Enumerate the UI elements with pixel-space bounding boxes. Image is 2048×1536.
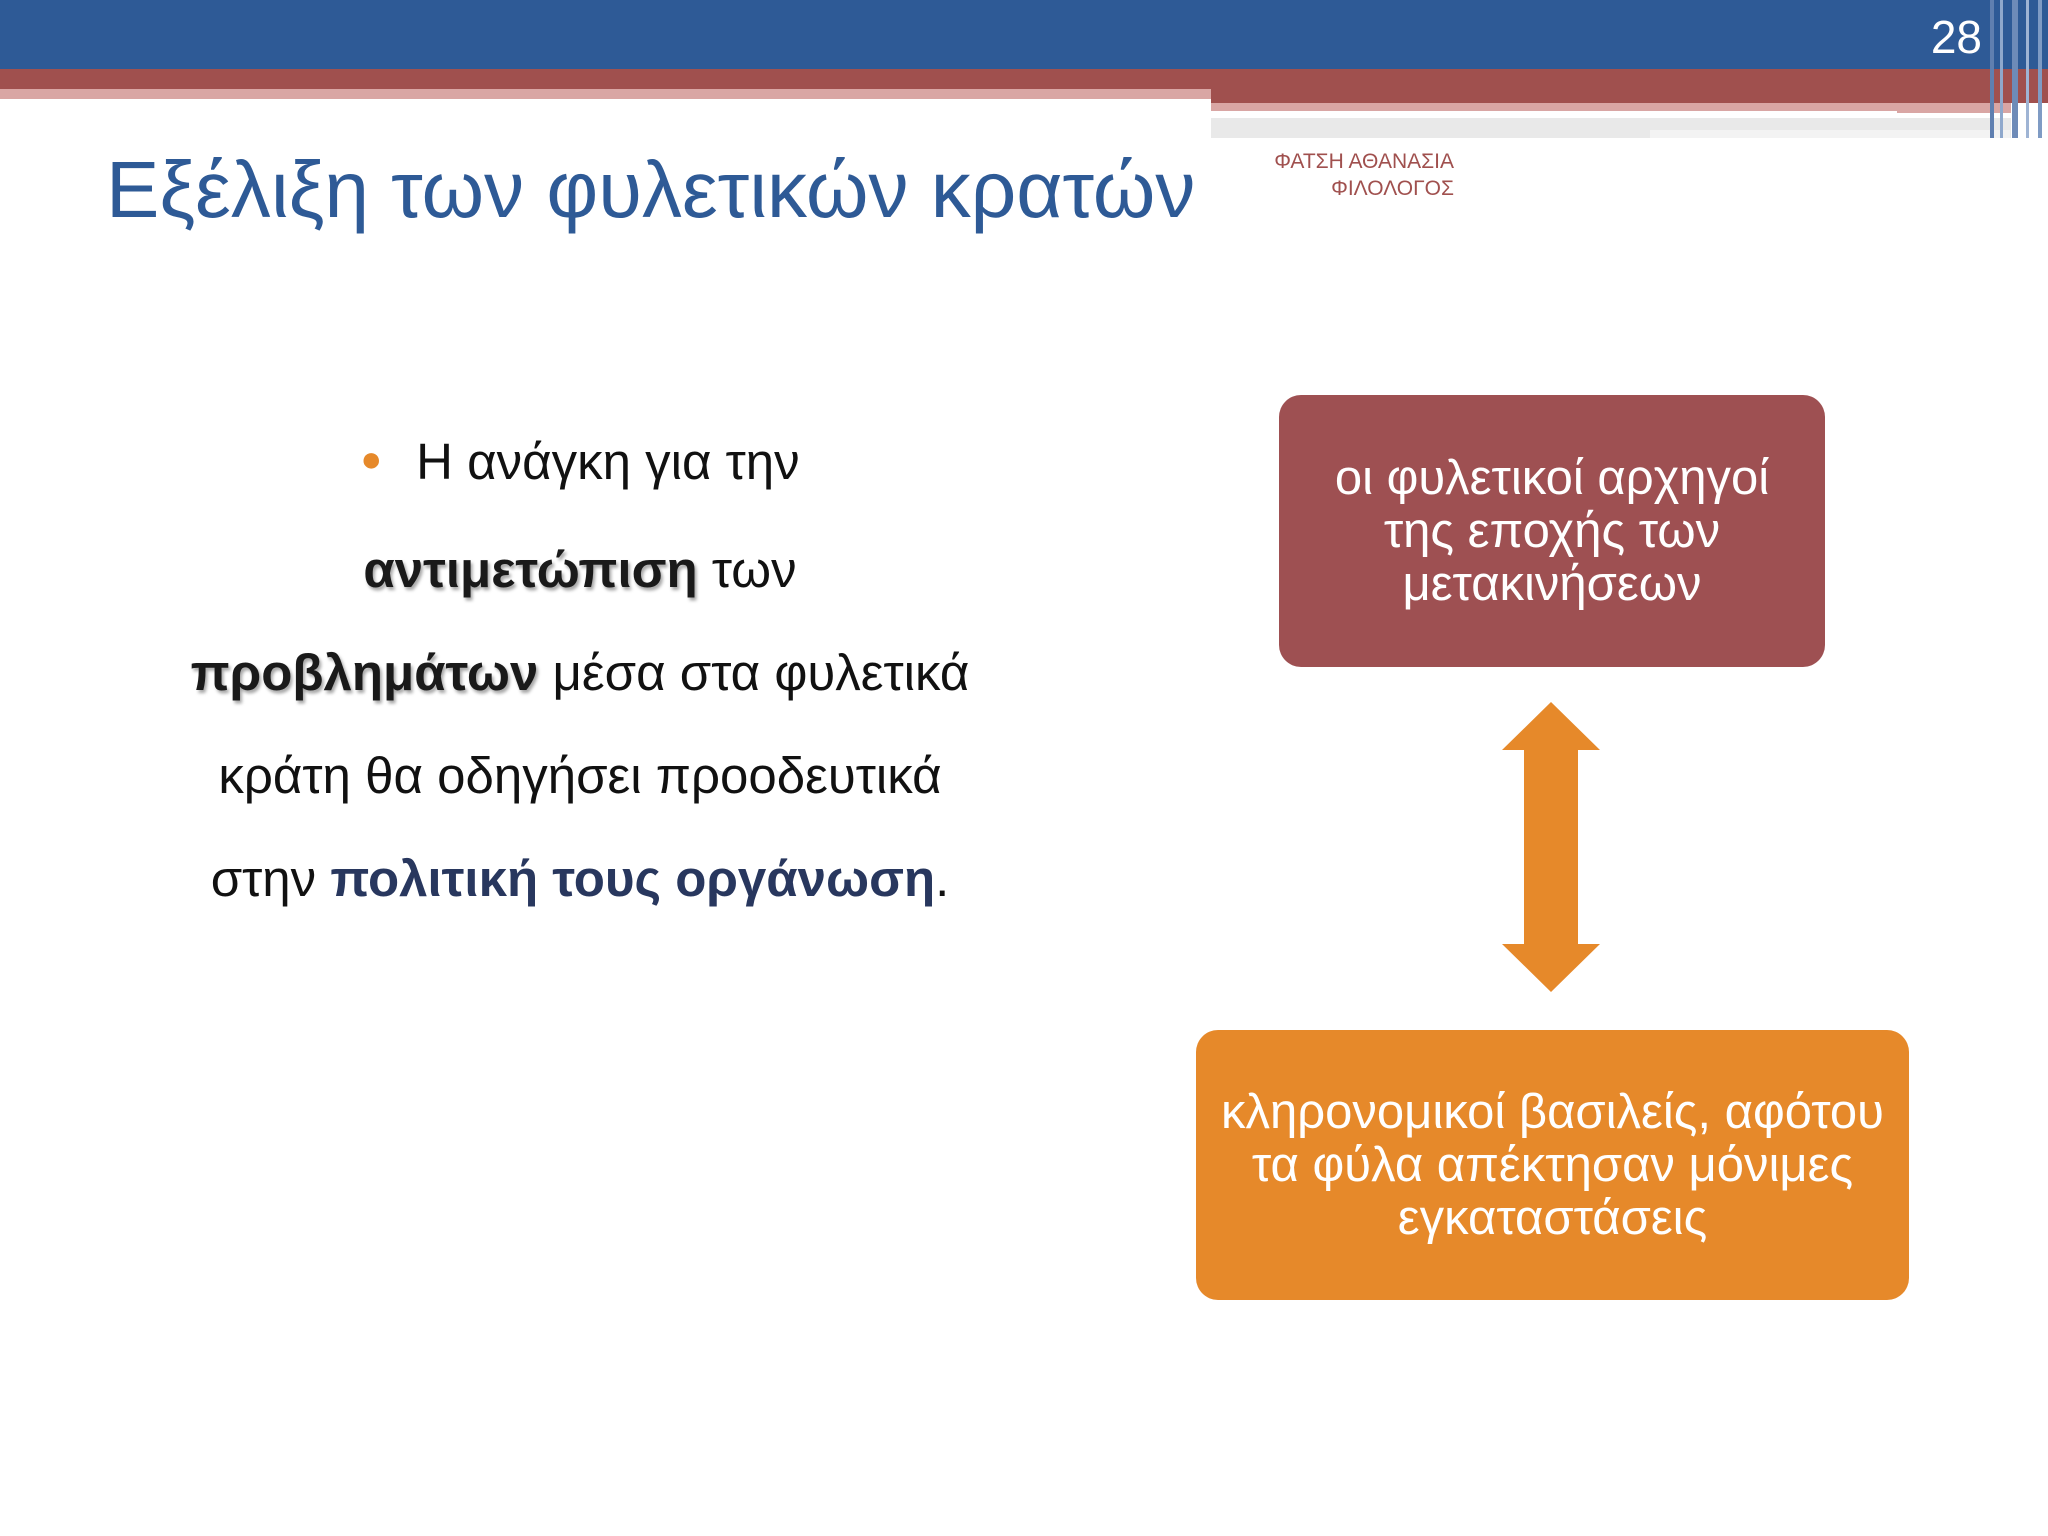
diagram-box-top [1279,395,1825,667]
body-text-part4: . [935,850,950,907]
body-text-part1: Η ανάγκη για την [416,433,800,490]
bullet-dot-icon: ● [360,438,383,479]
author-role: ΦΙΛΟΛΟΓΟΣ [1331,177,1454,200]
body-text-part2: των [697,541,797,598]
body-bold-political-organization: πολιτική τους οργάνωση [330,850,936,907]
header-grey-band-2 [1650,130,2010,138]
slide-number: 28 [1930,11,1982,63]
header-white-line [1211,111,1897,117]
header-red-band [0,69,2048,89]
header-stripe [2000,0,2003,138]
diagram-box-bottom-text: κληρονομικοί βασιλείς, αφότου τα φύλα απέκτησαν μόνιμες εγκαταστάσεις [1221,1084,1884,1245]
header-stripe [2026,0,2029,138]
header-pink-band-left [0,89,1211,99]
slide-title: Εξέλιξη των φυλετικών κρατών [106,145,1196,234]
body-text-part3: μέσα στα φυλετικά κράτη θα οδηγήσει προοδευτικά στην [210,644,970,907]
header-red-band-right [1211,89,2048,103]
author-name: ΦΑΤΣΗ ΑΘΑΝΑΣΙΑ [1274,150,1454,173]
diagram-box-top-text: οι φυλετικοί αρχηγοί της εποχής των μετακινήσεων [1334,450,1770,611]
double-arrow-vertical-icon [1502,702,1600,992]
header-vertical-stripes [1990,0,2048,138]
body-bold-problems: προβλημάτων [190,644,539,701]
bullet-paragraph [190,410,970,930]
double-arrow-shape [1502,702,1600,992]
header-stripe [2038,0,2042,138]
author-block [1210,148,1454,202]
header-blue-band [0,0,2048,69]
diagram-box-bottom [1196,1030,1909,1300]
header-stripe [2012,0,2018,138]
body-bold-confrontation: αντιμετώπιση [363,541,698,598]
header-stripe [1990,0,1994,138]
